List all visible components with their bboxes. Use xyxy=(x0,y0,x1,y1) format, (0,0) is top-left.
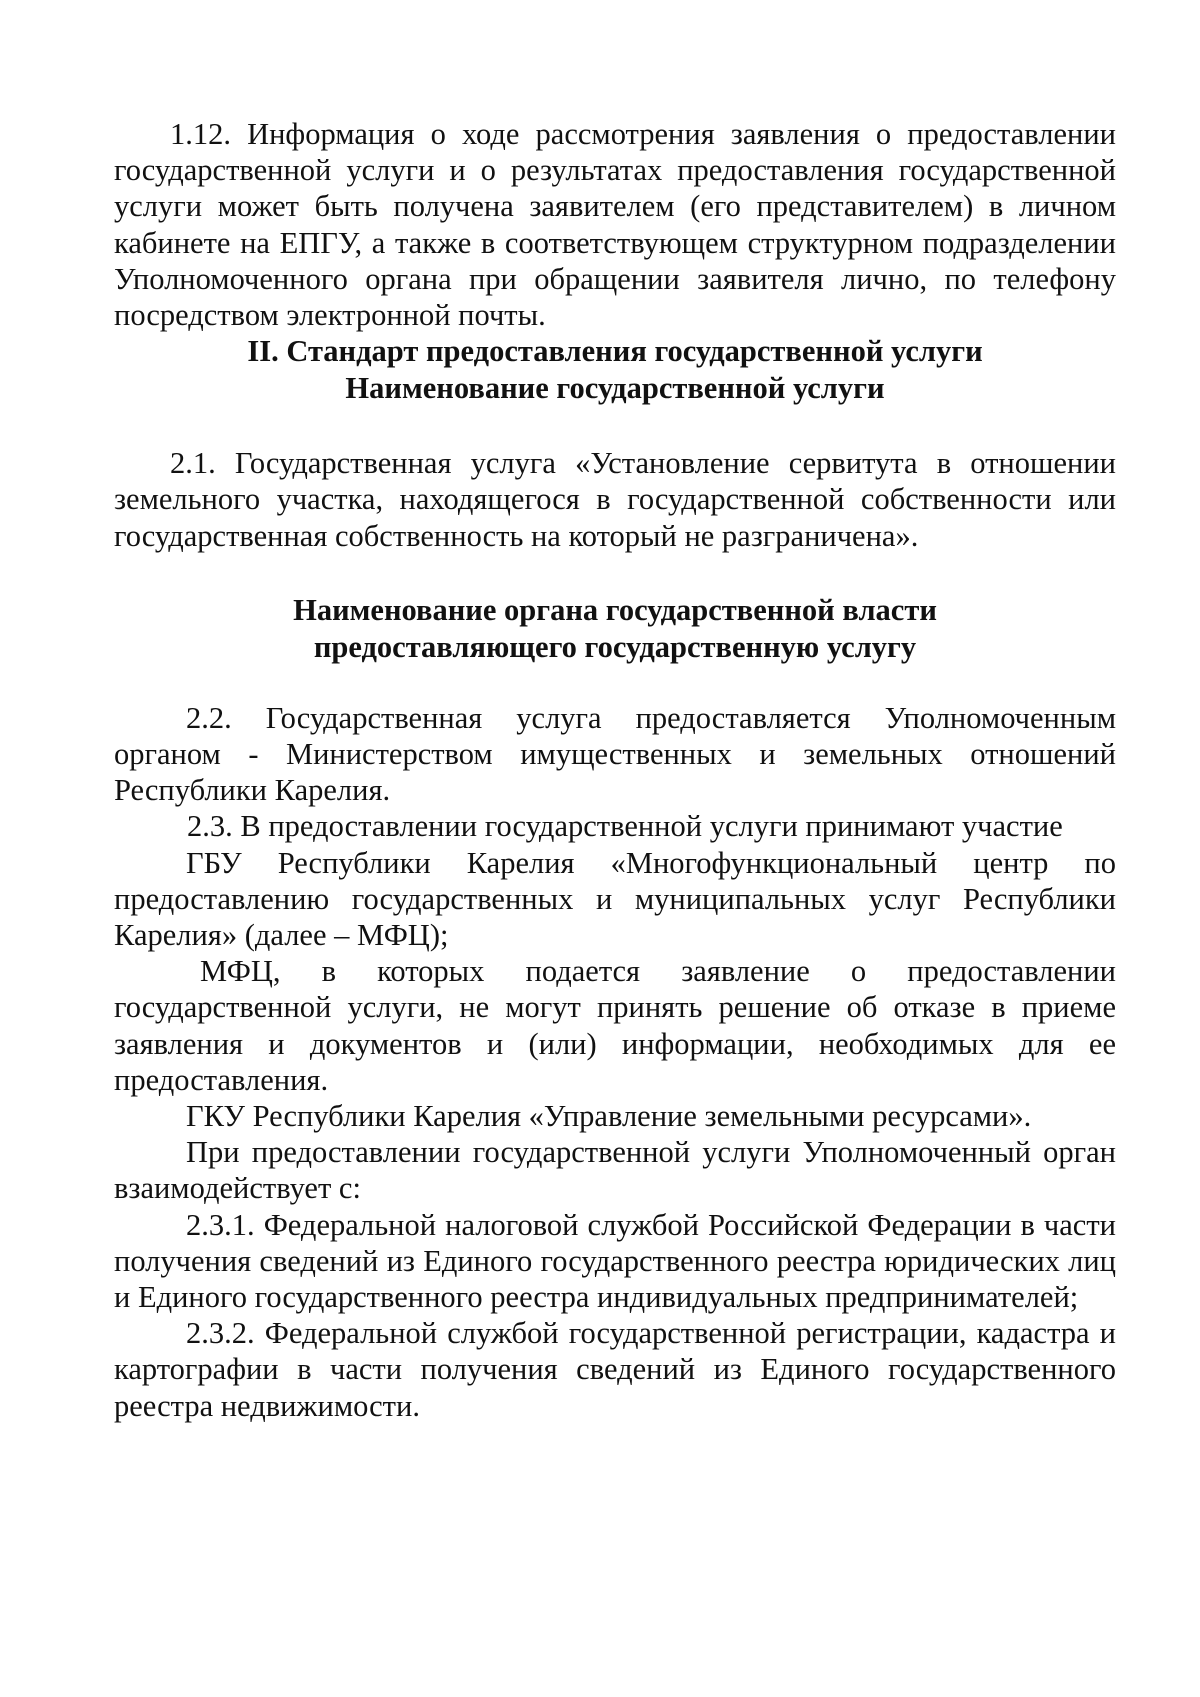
heading-org-line2: предоставляющего государственную услугу xyxy=(313,629,917,664)
paragraph-2-1: 2.1. Государственная услуга «Установление сервитута в отношении земельного участка, находящегося в государственной собственности или государственная собственность на который не разграничена». xyxy=(114,446,1116,553)
paragraph-interact: При предоставлении государственной услуги Уполномоченный орган взаимодействует с: xyxy=(114,1135,1116,1206)
paragraph-2-3: 2.3. В предоставлении государственной услуги принимают участие xyxy=(187,809,1063,844)
paragraph-2-3-2: 2.3.2. Федеральной службой государственной регистрации, кадастра и картографии в части получения сведений из Единого государственного реестра недвижимости. xyxy=(114,1316,1116,1423)
spacer xyxy=(114,554,1116,592)
paragraph-2-2: 2.2. Государственная услуга предоставляется Уполномоченным органом - Министерством имущественных и земельных отношений Республики Карелия. xyxy=(114,700,1116,808)
paragraph-1-12: 1.12. Информация о ходе рассмотрения заявления о предоставлении государственной услуги и о результатах предоставления государственной услуги может быть получена заявителем (его представителем) в личном кабинете на ЕПГУ, а также в соответствующем структурном подразделении Уполномоченного органа при обращении заявителя лично, по телефону посредством электронной почты. xyxy=(114,117,1116,333)
paragraph-gku: ГКУ Республики Карелия «Управление земельными ресурсами». xyxy=(186,1099,1032,1134)
heading-org-line1: Наименование органа государственной власти xyxy=(293,592,937,627)
spacer xyxy=(114,407,1116,445)
document-page xyxy=(114,116,1116,1424)
spacer xyxy=(114,666,1116,700)
section-title-line2: Наименование государственной услуги xyxy=(345,371,885,406)
section-title-line1: II. Стандарт предоставления государственной услуги xyxy=(247,334,983,369)
paragraph-2-3-1: 2.3.1. Федеральной налоговой службой Российской Федерации в части получения сведений из Единого государственного реестра юридических лиц и Единого государственного реестра индивидуальных предпринимателей; xyxy=(114,1207,1116,1315)
paragraph-mfc: МФЦ, в которых подается заявление о предоставлении государственной услуги, не могут принять решение об отказе в приеме заявления и документов и (или) информации, необходимых для ее предоставления. xyxy=(114,954,1116,1097)
paragraph-gbu: ГБУ Республики Карелия «Многофункциональный центр по предоставлению государственных и муниципальных услуг Республики Карелия» (далее – МФЦ); xyxy=(114,845,1116,953)
